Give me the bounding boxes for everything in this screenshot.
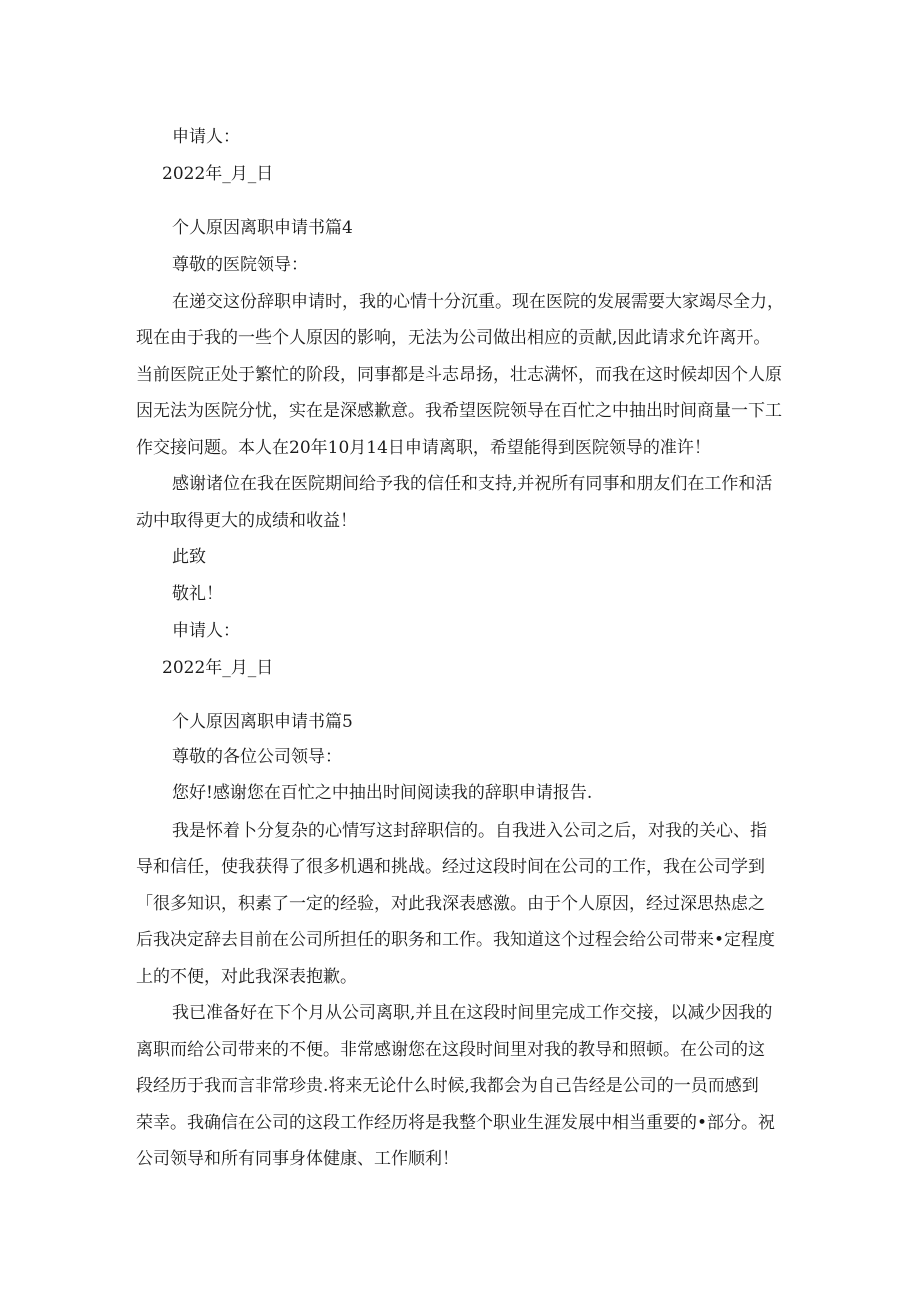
letter4-title: 个人原因离职申请书篇4 bbox=[172, 218, 353, 238]
letter5-p1-line1: 我是怀着卜分复杂的心情写这封辞职信的。自我进入公司之后，对我的关心、指 bbox=[172, 821, 767, 841]
letter5-title: 个人原因离职申请书篇5 bbox=[172, 712, 353, 732]
letter4-date: 2022年_月_日 bbox=[162, 658, 274, 678]
letter4-salutation: 尊敬的医院领导： bbox=[172, 255, 308, 275]
letter4-applicant: 申请人： bbox=[172, 621, 240, 641]
letter4-closing1: 此致 bbox=[172, 547, 206, 567]
letter4-closing2: 敬礼！ bbox=[172, 584, 223, 604]
letter5-p2-line5: 公司领导和所有同事身体健康、工作顺利！ bbox=[136, 1149, 459, 1169]
letter5-p1-line2: 导和信任，使我获得了很多机遇和挑战。经过这段时间在公司的工作，我在公司学到 bbox=[136, 857, 765, 877]
letter5-salutation: 尊敬的各位公司领导： bbox=[172, 747, 342, 767]
letter5-p2-line3: 段经历于我而言非常珍贵.将来无论什么时候,我都会为自己告经是公司的一员而感到 bbox=[136, 1076, 759, 1096]
letter4-p1-line1: 在递交这份辞职申请时，我的心情十分沉重。现在医院的发展需要大家竭尽全力， bbox=[172, 292, 784, 312]
letter5-p2-line4: 荣幸。我确信在公司的这段工作经历将是我整个职业生涯发展中相当重要的•部分。祝 bbox=[136, 1113, 776, 1133]
letter4-p1-line3: 当前医院正处于繁忙的阶段，同事都是斗志昂扬，壮志满怀，而我在这时候却因个人原 bbox=[136, 365, 782, 385]
letter4-p1-line4: 因无法为医院分忧，实在是深感歉意。我希望医院领导在百忙之中抽出时间商量一下工 bbox=[136, 401, 782, 421]
letter5-greeting: 您好!感谢您在百忙之中抽出时间阅读我的辞职申请报告. bbox=[172, 783, 593, 803]
letter4-p1-line2: 现在由于我的一些个人原因的影响，无法为公司做出相应的贡献,因此请求允许离开。 bbox=[136, 328, 771, 348]
letter4-p2-line2: 动中取得更大的成绩和收益！ bbox=[136, 511, 357, 531]
letter5-p1-line5: 上的不便，对此我深表抱歉。 bbox=[136, 967, 357, 987]
letter4-p2-line1: 感谢诸位在我在医院期间给予我的信任和支持,并祝所有同事和朋友们在工作和活 bbox=[172, 474, 773, 494]
letter5-p2-line2: 离职而给公司带来的不便。非常感谢您在这段时间里对我的教导和照顿。在公司的这 bbox=[136, 1040, 765, 1060]
letter5-p1-line3: 「很多知识，积素了一定的经验，对此我深表感激。由于个人原因，经过深思热虑之 bbox=[136, 894, 765, 914]
letter4-p1-line5: 作交接问题。本人在20年10月14日申请离职，希望能得到医院领导的准许！ bbox=[136, 438, 711, 458]
letter5-p1-line4: 后我决定辞去目前在公司所担任的职务和工作。我知道这个过程会给公司带来•定程度 bbox=[136, 930, 776, 950]
date-line: 2022年_月_日 bbox=[162, 164, 274, 184]
letter5-p2-line1: 我已准备好在下个月从公司离职,并且在这段时间里完成工作交接，以减少因我的 bbox=[172, 1003, 773, 1023]
applicant-label: 申请人： bbox=[172, 127, 240, 147]
